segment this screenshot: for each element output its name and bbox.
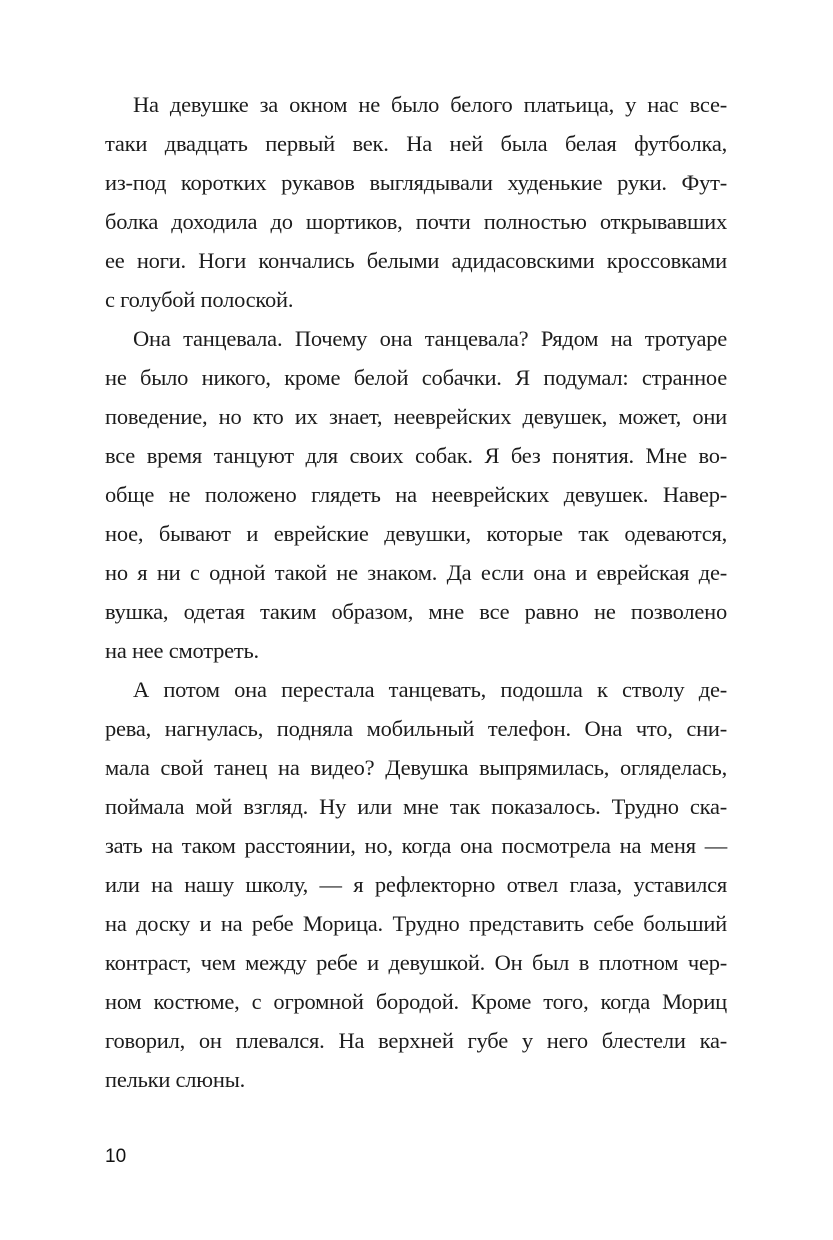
text-line: пельки слюны. bbox=[105, 1067, 245, 1092]
text-line: говорил, он плевался. На верхней губе у него блестели ка- bbox=[105, 1028, 727, 1053]
text-line: ном костюме, с огромной бородой. Кроме того, когда Мориц bbox=[105, 989, 727, 1014]
paragraph bbox=[105, 670, 727, 1099]
text-line: с голубой полоской. bbox=[105, 287, 294, 312]
text-line: зать на таком расстоянии, но, когда она посмотрела на меня — bbox=[105, 833, 727, 858]
text-line: все время танцуют для своих собак. Я без понятия. Мне во- bbox=[105, 443, 727, 468]
text-line: не было никого, кроме белой собачки. Я подумал: странное bbox=[105, 365, 727, 390]
text-line: или на нашу школу, — я рефлекторно отвел глаза, уставился bbox=[105, 872, 727, 897]
text-line: На девушке за окном не было белого платьица, у нас все- bbox=[133, 92, 727, 117]
text-line: А потом она перестала танцевать, подошла к стволу де- bbox=[133, 677, 727, 702]
text-line: поведение, но кто их знает, нееврейских девушек, может, они bbox=[105, 404, 727, 429]
text-column bbox=[105, 85, 727, 1099]
text-line: но я ни с одной такой не знаком. Да если она и еврейская де- bbox=[105, 560, 727, 585]
text-line: мала свой танец на видео? Девушка выпрямилась, огляделась, bbox=[105, 755, 727, 780]
text-line: вушка, одетая таким образом, мне все равно не позволено bbox=[105, 599, 727, 624]
page-number: 10 bbox=[105, 1146, 127, 1167]
text-line: из-под коротких рукавов выглядывали худенькие руки. Фут- bbox=[105, 170, 727, 195]
text-line: таки двадцать первый век. На ней была белая футболка, bbox=[105, 131, 727, 156]
text-line: рева, нагнулась, подняла мобильный телефон. Она что, сни- bbox=[105, 716, 727, 741]
text-line: болка доходила до шортиков, почти полностью открывавших bbox=[105, 209, 727, 234]
text-line: на нее смотреть. bbox=[105, 638, 259, 663]
paragraph bbox=[105, 319, 727, 670]
text-line: ное, бывают и еврейские девушки, которые так одеваются, bbox=[105, 521, 727, 546]
text-line: контраст, чем между ребе и девушкой. Он был в плотном чер- bbox=[105, 950, 727, 975]
text-line: ее ноги. Ноги кончались белыми адидасовскими кроссовками bbox=[105, 248, 727, 273]
text-line: поймала мой взгляд. Ну или мне так показалось. Трудно ска- bbox=[105, 794, 727, 819]
paragraph bbox=[105, 85, 727, 319]
text-line: Она танцевала. Почему она танцевала? Рядом на тротуаре bbox=[133, 326, 727, 351]
text-line: на доску и на ребе Морица. Трудно представить себе больший bbox=[105, 911, 727, 936]
text-line: обще не положено глядеть на нееврейских девушек. Навер- bbox=[105, 482, 727, 507]
